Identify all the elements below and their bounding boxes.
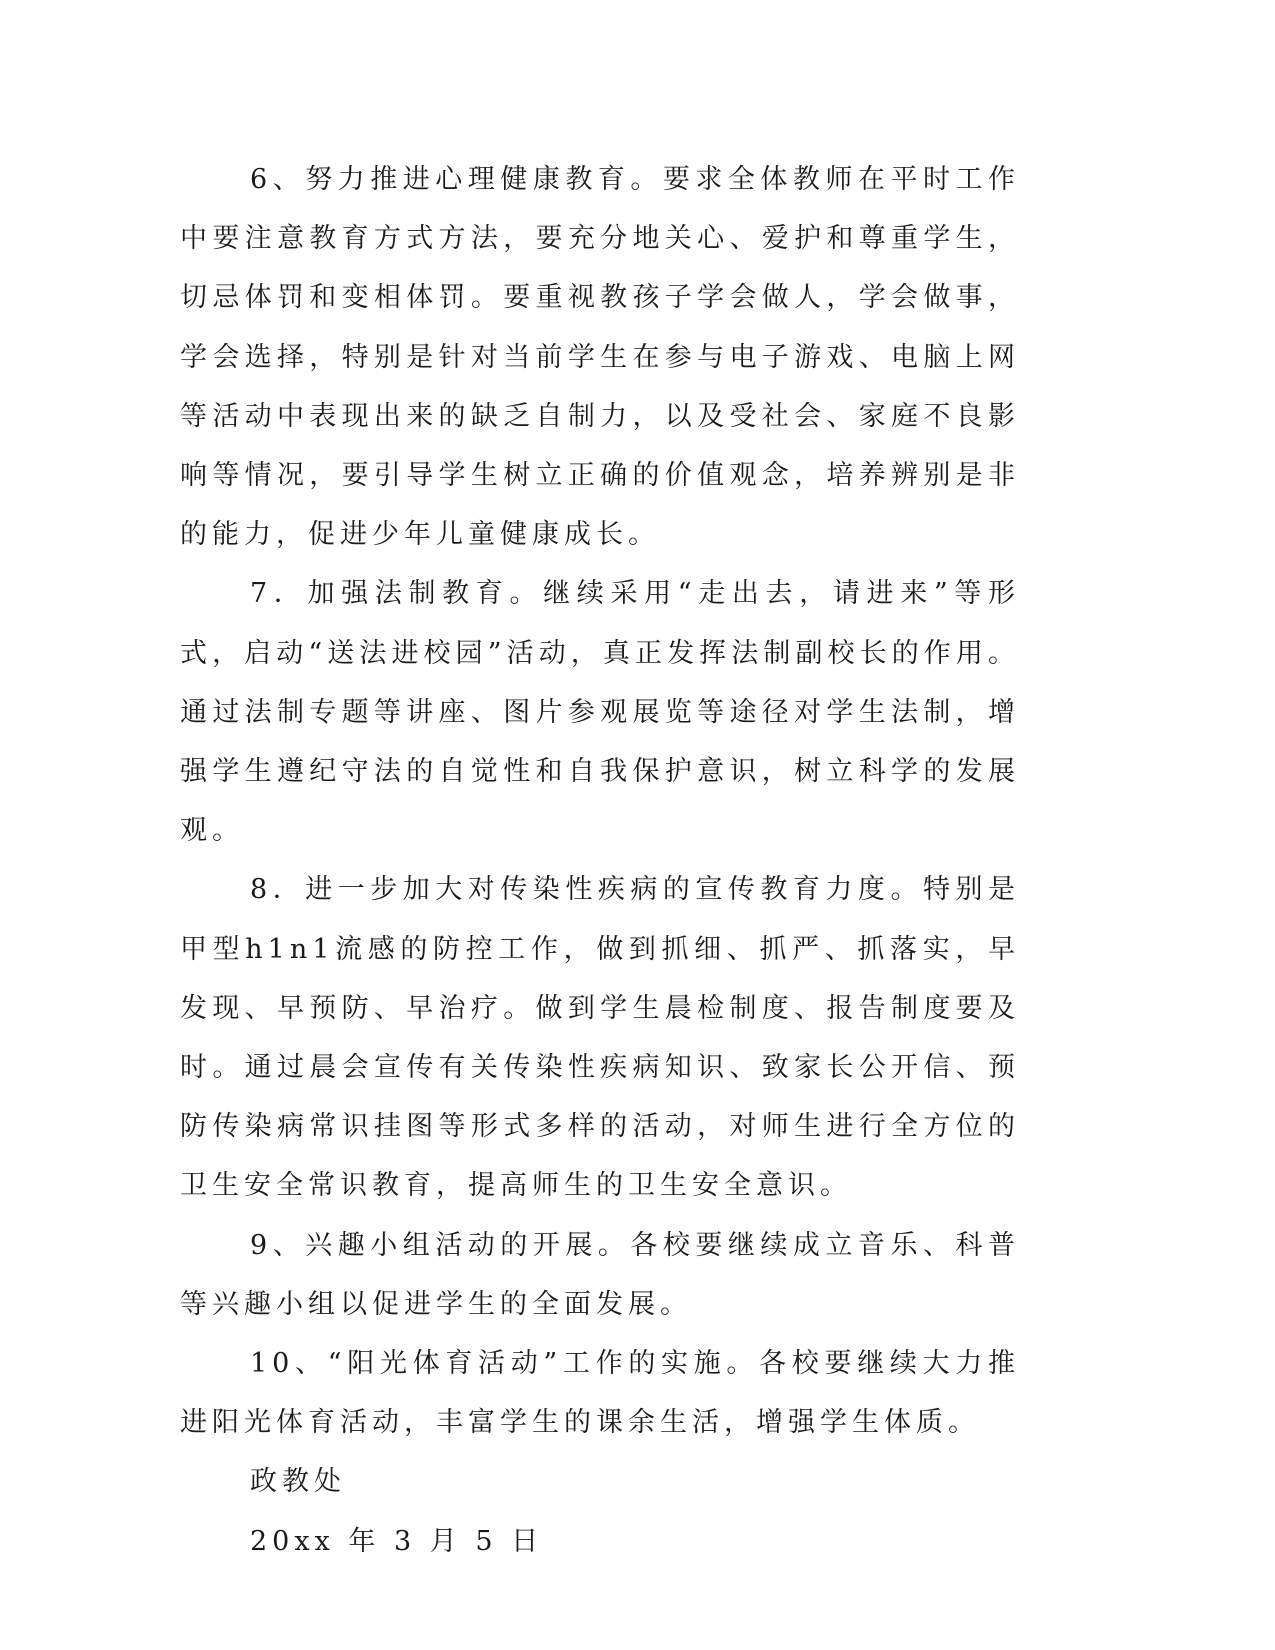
signature-department: 政教处 [250,1466,346,1498]
document-body [180,150,1020,1571]
paragraph-item-6: 6、努力推进心理健康教育。要求全体教师在平时工作中要注意教育方式方法，要充分地关心、爱护和尊重学生，切忌体罚和变相体罚。要重视教孩子学会做人，学会做事，学会选择，特别是针对当前学生在参与电子游戏、电脑上网等活动中表现出来的缺乏自制力，以及受社会、家庭不良影响等情况，要引导学生树立正确的价值观念，培养辨别是非的能力，促进少年儿童健康成长。 [180,164,1020,551]
paragraph-item-9: 9、兴趣小组活动的开展。各校要继续成立音乐、科普等兴趣小组以促进学生的全面发展。 [180,1229,1020,1320]
signature-date: 20xx 年 3 月 5 日 [250,1525,544,1557]
paragraph-item-7: 7．加强法制教育。继续采用“走出去，请进来”等形式，启动“送法进校园”活动，真正发挥法制副校长的作用。通过法制专题等讲座、图片参观展览等途径对学生法制，增强学生遵纪守法的自觉性和自我保护意识，树立科学的发展观。 [180,578,1020,847]
paragraph-item-8: 8．进一步加大对传染性疾病的宣传教育力度。特别是甲型h1n1流感的防控工作，做到抓细、抓严、抓落实，早发现、早预防、早治疗。做到学生晨检制度、报告制度要及时。通过晨会宣传有关传染性疾病知识、致家长公开信、预防传染病常识挂图等形式多样的活动，对师生进行全方位的卫生安全常识教育，提高师生的卫生安全意识。 [180,874,1020,1202]
paragraph-item-10: 10、“阳光体育活动”工作的实施。各校要继续大力推进阳光体育活动，丰富学生的课余生活，增强学生体质。 [180,1348,1020,1439]
